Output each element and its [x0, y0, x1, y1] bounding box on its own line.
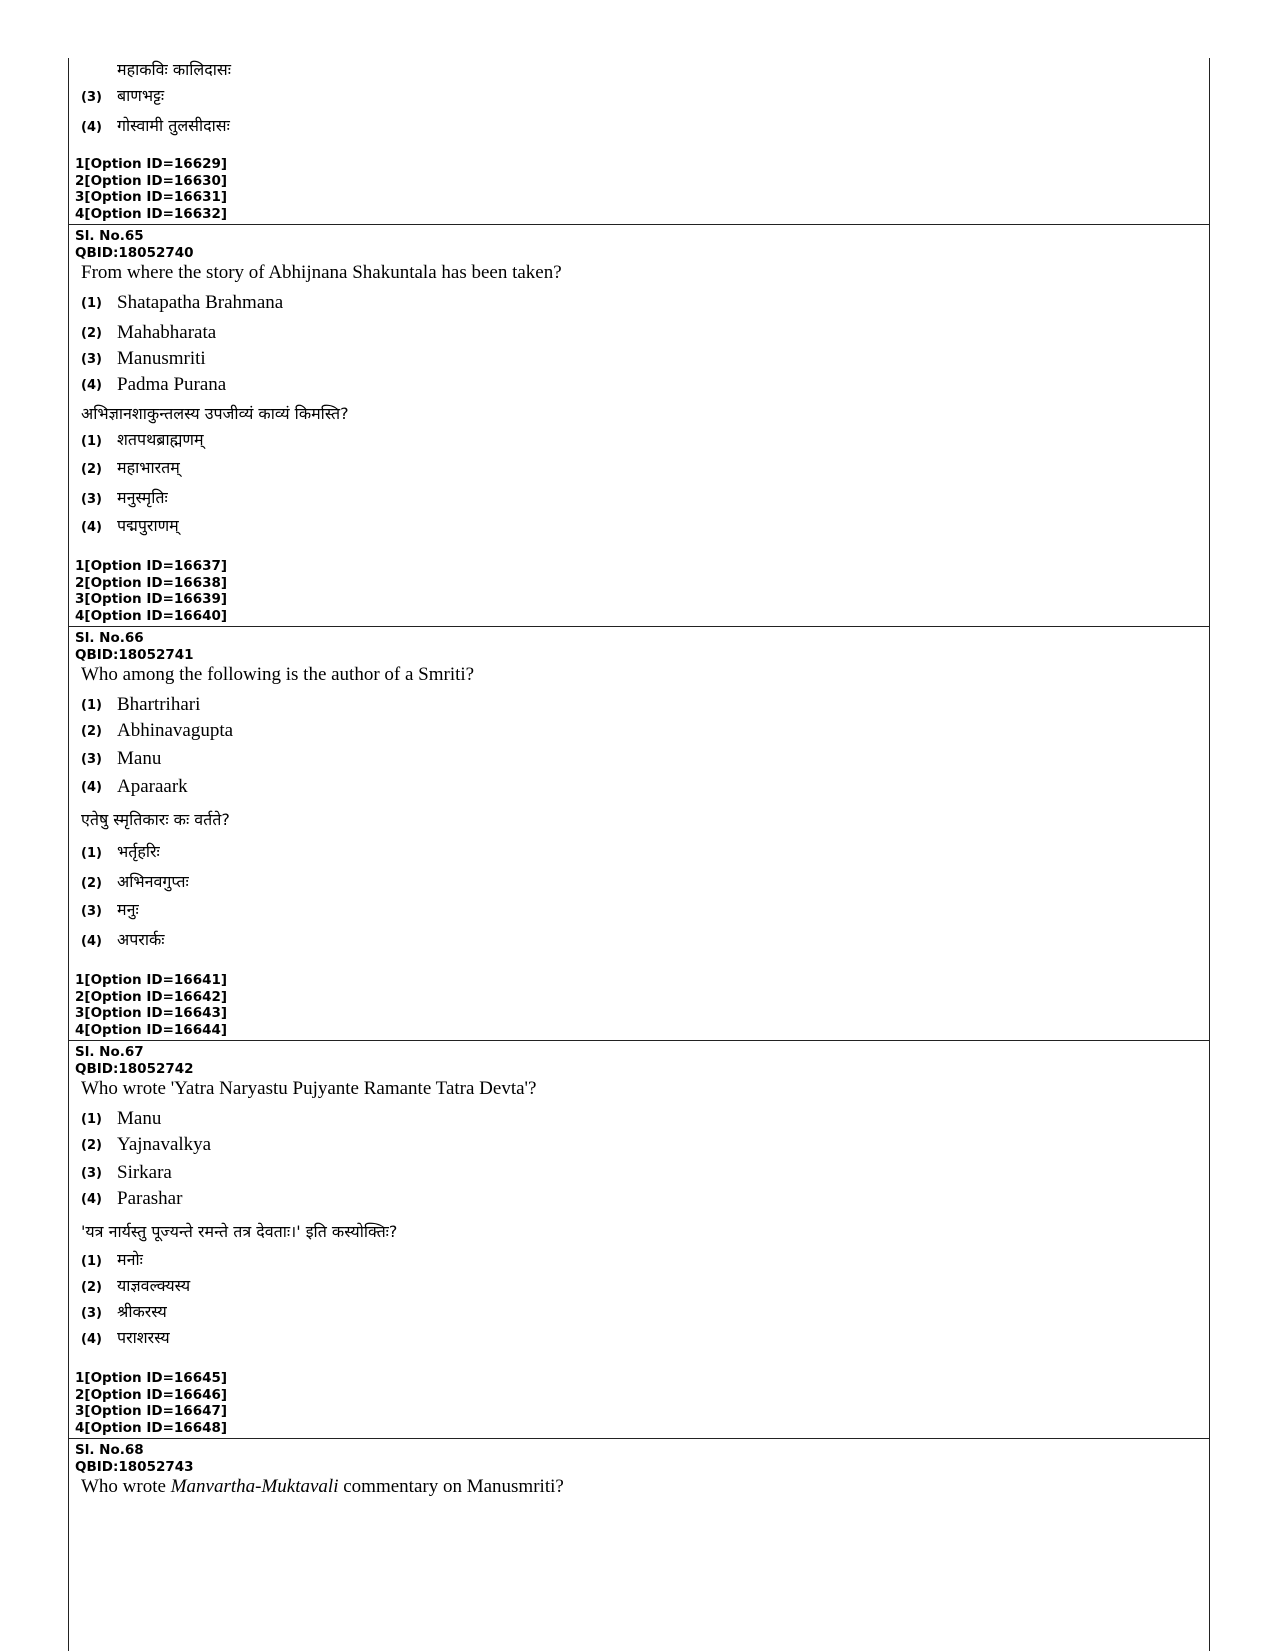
option-number: (4) [81, 779, 102, 795]
option-3-en [81, 348, 206, 370]
option-number: (3) [81, 903, 102, 919]
option-text: मनुः [117, 900, 139, 919]
serial-number: Sl. No.65 [75, 228, 144, 244]
option-number: (3) [81, 351, 102, 367]
section-divider [69, 224, 1209, 225]
option-text: पराशरस्य [117, 1328, 170, 1347]
option-number: (1) [81, 697, 102, 713]
section-divider [69, 626, 1209, 627]
option-id: 4[Option ID=16640] [75, 607, 228, 624]
question-text-sa: अभिज्ञानशाकुन्तलस्य उपजीव्यं काव्यं किमस्ति? [81, 404, 349, 423]
option-number: (1) [81, 845, 102, 861]
section-divider [69, 1438, 1209, 1439]
option-3-sa [81, 84, 164, 106]
section-divider [69, 1040, 1209, 1041]
option-number: (4) [81, 519, 102, 535]
option-id: 4[Option ID=16648] [75, 1419, 228, 1436]
option-1-sa [81, 1248, 143, 1270]
option-3-sa [81, 486, 168, 508]
option-id-list [69, 972, 227, 1038]
partial-option-line [117, 58, 231, 80]
option-3-sa [81, 1300, 167, 1322]
option-number: (4) [81, 1191, 102, 1207]
option-number: (4) [81, 1331, 102, 1347]
option-number: (4) [81, 933, 102, 949]
option-text: Bhartrihari [117, 694, 201, 715]
option-number: (2) [81, 325, 102, 341]
question-text-sa: एतेषु स्मृतिकारः कः वर्तते? [81, 810, 230, 829]
option-id: 1[Option ID=16641] [75, 972, 228, 988]
question-67 [69, 1044, 1209, 1436]
option-number: (1) [81, 1111, 102, 1127]
option-2-sa [81, 870, 189, 892]
option-number: (4) [81, 119, 102, 135]
question-text-en: From where the story of Abhijnana Shakuntala has been taken? [81, 262, 562, 283]
option-1-sa [81, 840, 160, 862]
option-id: 1[Option ID=16637] [75, 558, 228, 574]
option-4-sa [81, 928, 165, 950]
option-id: 3[Option ID=16643] [75, 1005, 228, 1021]
option-text: Padma Purana [117, 374, 227, 395]
option-4-sa [81, 114, 230, 136]
option-id-list [69, 558, 227, 624]
option-number: (3) [81, 1165, 102, 1181]
option-number: (3) [81, 1305, 102, 1321]
question-text-en: Who among the following is the author of a Smriti? [81, 664, 475, 685]
option-text: Yajnavalkya [117, 1134, 212, 1155]
question-68 [69, 1442, 1209, 1497]
option-number: (1) [81, 433, 102, 449]
option-id: 3[Option ID=16647] [75, 1403, 228, 1419]
option-text: बाणभट्टः [117, 86, 165, 105]
option-text: Mahabharata [117, 322, 217, 343]
option-text: श्रीकरस्य [117, 1302, 167, 1321]
option-text: अपरार्कः [117, 930, 165, 949]
option-number: (2) [81, 723, 102, 739]
option-2-en [81, 720, 233, 742]
serial-number: Sl. No.66 [75, 630, 144, 646]
option-1-en [81, 292, 283, 314]
option-number: (2) [81, 461, 102, 477]
option-2-sa [81, 1274, 190, 1296]
option-id: 4[Option ID=16632] [75, 205, 228, 222]
option-number: (2) [81, 1279, 102, 1295]
option-number: (1) [81, 1253, 102, 1269]
option-number: (3) [81, 89, 102, 105]
option-4-en [81, 1188, 182, 1210]
option-4-sa [81, 1326, 170, 1348]
serial-number: Sl. No.68 [75, 1442, 144, 1458]
option-id: 2[Option ID=16646] [75, 1386, 228, 1403]
qbid: QBID:18052743 [75, 1458, 194, 1475]
qbid: QBID:18052740 [75, 244, 194, 261]
option-number: (2) [81, 1137, 102, 1153]
option-number: (3) [81, 751, 102, 767]
option-id: 2[Option ID=16642] [75, 988, 228, 1005]
question-paper-frame [68, 58, 1210, 1651]
question-text-en [81, 1476, 564, 1498]
option-text: Manusmriti [117, 348, 206, 369]
question-text-italic: Manvartha-Muktavali [170, 1476, 339, 1497]
option-4-en [81, 374, 226, 396]
option-text: भर्तृहरिः [117, 842, 160, 861]
option-text: याज्ञवल्क्यस्य [117, 1276, 191, 1295]
option-text: Manu [117, 1108, 162, 1129]
option-text: Shatapatha Brahmana [117, 292, 284, 313]
question-66 [69, 630, 1209, 1038]
option-text: मनोः [117, 1250, 143, 1269]
option-2-en [81, 322, 216, 344]
option-2-sa [81, 456, 180, 478]
option-text: Manu [117, 748, 162, 769]
option-id-list [69, 1370, 227, 1436]
option-text: मनुस्मृतिः [117, 488, 168, 507]
option-id: 1[Option ID=16645] [75, 1370, 228, 1386]
option-id: 1[Option ID=16629] [75, 156, 228, 172]
option-text: Parashar [117, 1188, 183, 1209]
serial-number: Sl. No.67 [75, 1044, 144, 1060]
question-text-sa: 'यत्र नार्यस्तु पूज्यन्ते रमन्ते तत्र देवताः।' इति कस्योक्तिः? [81, 1222, 398, 1241]
option-text: अभिनवगुप्तः [117, 872, 189, 891]
option-id: 2[Option ID=16630] [75, 172, 228, 189]
question-text-post: commentary on Manusmriti? [338, 1476, 564, 1497]
option-text: पद्मपुराणम् [117, 516, 179, 535]
option-number: (3) [81, 491, 102, 507]
option-text: Abhinavagupta [117, 720, 234, 741]
question-65 [69, 228, 1209, 624]
option-text: महाभारतम् [117, 458, 180, 477]
option-id: 2[Option ID=16638] [75, 574, 228, 591]
option-number: (2) [81, 875, 102, 891]
option-3-sa [81, 898, 139, 920]
option-4-sa [81, 514, 179, 536]
option-id: 3[Option ID=16639] [75, 591, 228, 607]
option-text: शतपथब्राह्मणम् [117, 430, 204, 449]
option-3-en [81, 748, 161, 770]
option-text: Sirkara [117, 1162, 172, 1183]
option-1-sa [81, 428, 204, 450]
question-text-en: Who wrote 'Yatra Naryastu Pujyante Ramante Tatra Devta'? [81, 1078, 537, 1099]
option-id: 4[Option ID=16644] [75, 1021, 228, 1038]
qbid: QBID:18052742 [75, 1060, 194, 1077]
option-number: (4) [81, 377, 102, 393]
option-4-en [81, 776, 188, 798]
option-1-en [81, 694, 200, 716]
option-3-en [81, 1162, 172, 1184]
option-id-list [69, 156, 227, 222]
partial-option-text: महाकविः कालिदासः [117, 60, 231, 79]
qbid: QBID:18052741 [75, 646, 194, 663]
option-number: (1) [81, 295, 102, 311]
option-text: Aparaark [117, 776, 188, 797]
option-1-en [81, 1108, 161, 1130]
option-2-en [81, 1134, 211, 1156]
option-id: 3[Option ID=16631] [75, 189, 228, 205]
question-text-pre: Who wrote [81, 1476, 171, 1497]
option-text: गोस्वामी तुलसीदासः [117, 116, 230, 135]
